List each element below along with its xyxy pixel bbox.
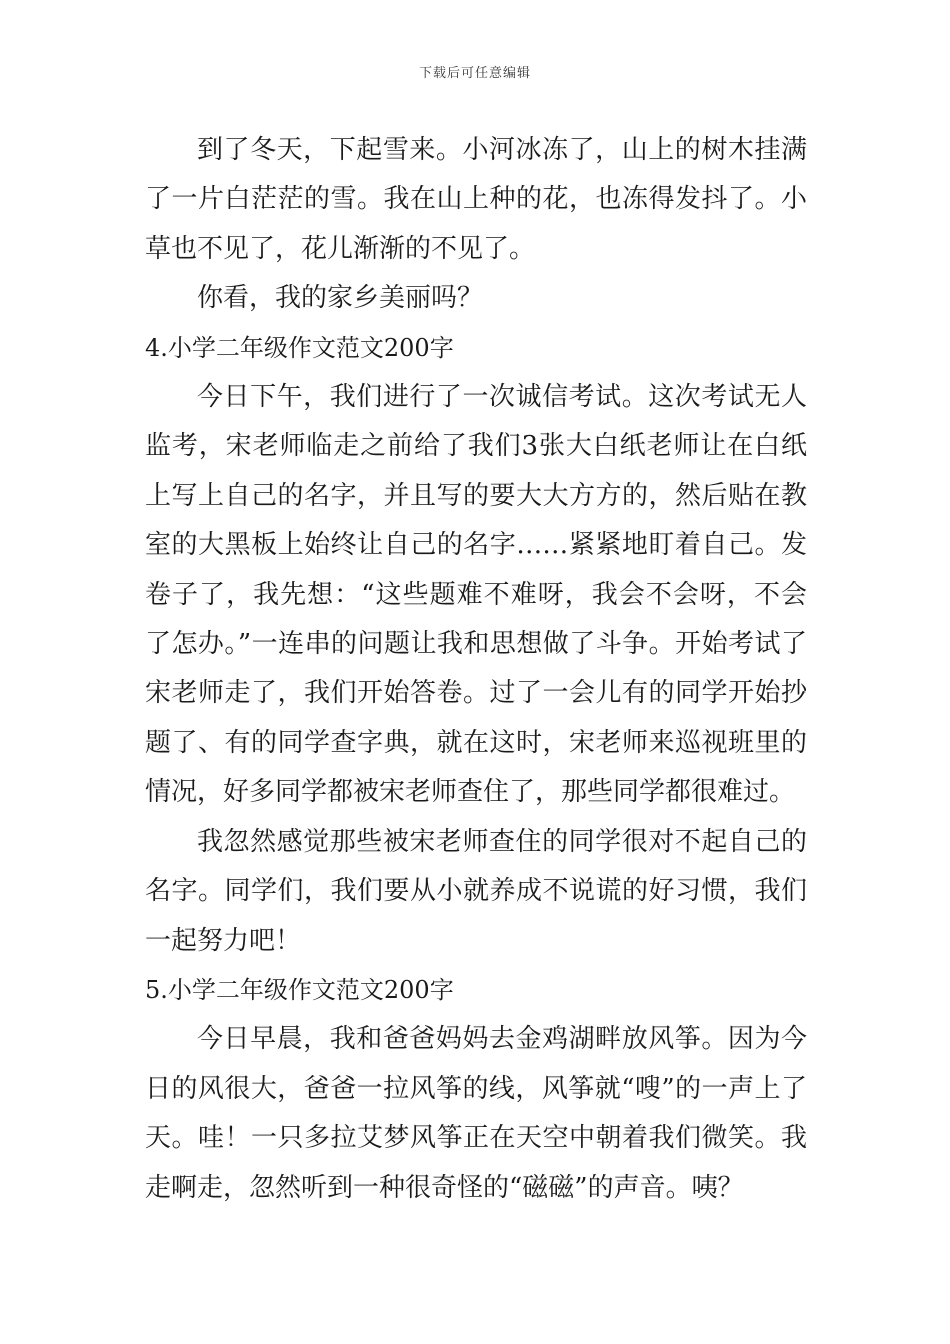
- paragraph-honesty-exam: 今日下午，我们进行了一次诚信考试。这次考试无人监考，宋老师临走之前给了我们3张大白纸老师让在白纸上写上自己的名字，并且写的要大大方方的，然后贴在教室的大黑板上始终让自己的名字……紧紧地盯着自己。发卷子了，我先想：“这些题难不难呀，我会不会呀，不会了怎办。”一连串的问题让我和思想做了斗争。开始考试了宋老师走了，我们开始答卷。过了一会儿有的同学开始抄题了、有的同学查字典，就在这时，宋老师来巡视班里的情况，好多同学都被宋老师查住了，那些同学都很难过。: [145, 382, 807, 808]
- section-heading-5: 5.小学二年级作文范文200字: [145, 975, 454, 1004]
- paragraph-hometown-question: 你看，我的家乡美丽吗？: [197, 283, 484, 314]
- document-body: [145, 126, 807, 1213]
- paragraph-kite: 今日早晨，我和爸爸妈妈去金鸡湖畔放风筝。因为今日的风很大，爸爸一拉风筝的线，风筝就“嗖”的一声上了天。哇！一只多拉艾梦风筝正在天空中朝着我们微笑。我走啊走，忽然听到一种很奇怪的“磁磁”的声音。咦？: [145, 1024, 807, 1203]
- page-header: 下载后可任意编辑: [418, 66, 531, 81]
- section-heading-4: 4.小学二年级作文范文200字: [145, 333, 454, 362]
- paragraph-honesty-reflection: 我忽然感觉那些被宋老师查住的同学很对不起自己的名字。同学们，我们要从小就养成不说谎的好习惯，我们一起努力吧！: [145, 826, 807, 956]
- paragraph-winter: 到了冬天，下起雪来。小河冰冻了，山上的树木挂满了一片白茫茫的雪。我在山上种的花，也冻得发抖了。小草也不见了，花儿渐渐的不见了。: [145, 135, 807, 264]
